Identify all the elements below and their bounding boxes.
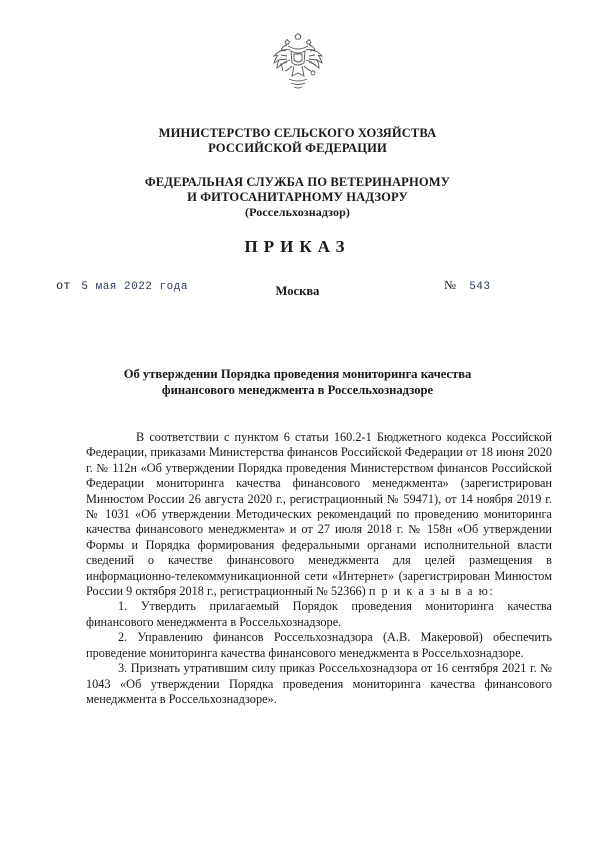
date-value: 5 мая 2022 года: [81, 281, 188, 293]
service-short-name: (Россельхознадзор): [245, 205, 350, 219]
preamble-paragraph: [86, 430, 552, 599]
order-body: [86, 430, 552, 707]
ministry-line-1: МИНИСТЕРСТВО СЕЛЬСКОГО ХОЗЯЙСТВА: [158, 126, 437, 140]
order-number: [444, 278, 491, 293]
ministry-header: [0, 126, 595, 156]
double-headed-eagle-icon: [271, 33, 325, 95]
order-item-2: 2. Управлению финансов Россельхознадзора (А.В. Макеровой) обеспечить проведение мониторинга качества финансового менеджмента в Россельхознадзоре.: [86, 630, 552, 660]
order-city: Москва: [275, 284, 320, 298]
service-header: [0, 175, 595, 220]
order-item-1: 1. Утвердить прилагаемый Порядок проведения мониторинга качества финансового менеджмента в Россельхознадзоре.: [86, 599, 552, 629]
service-line-2: И ФИТОСАНИТАРНОМУ НАДЗОРУ: [187, 190, 408, 204]
number-sign: №: [444, 278, 457, 292]
ministry-line-2: РОССИЙСКОЙ ФЕДЕРАЦИИ: [208, 141, 387, 155]
order-item-3: 3. Признать утратившим силу приказ Россельхознадзора от 16 сентября 2021 г. № 1043 «Об утверждении Порядка проведения мониторинга качества финансового менеджмента в Россельхознадзоре».: [86, 661, 552, 706]
number-value: 543: [469, 281, 491, 293]
date-prefix: от: [56, 279, 71, 293]
order-word: п р и к а з ы в а ю:: [368, 584, 495, 599]
order-subject: [0, 366, 595, 398]
preamble-text: В соответствии с пунктом 6 статьи 160.2-1 Бюджетного кодекса Российской Федерации, приказами Министерства финансов Российской Федерации от 18 июня 2020 г. № 112н «Об утверждении Порядка проведения Министерством финансов Российской Федерации мониторинга качества финансового менеджмента» (зарегистрирован Минюстом России 26 августа 2020 г., регистрационный № 59471), от 14 ноября 2019 г. № 1031 «Об утверждении Методических рекомендаций по проведению мониторинга качества финансового менеджмента» и от 27 июля 2018 г. № 158н «Об утверждении Формы и Порядка формирования федеральными органами исполнительной власти сведений о качестве финансового менеджмента для целей размещения в информационно-телекоммуникационной сети «Интернет» (зарегистрирован Минюстом России 9 октября 2018 г., регистрационный № 52366): [86, 430, 552, 599]
document-type-title: ПРИКАЗ: [244, 237, 351, 256]
coat-of-arms-emblem: [271, 33, 325, 95]
service-line-1: ФЕДЕРАЛЬНАЯ СЛУЖБА ПО ВЕТЕРИНАРНОМУ: [144, 175, 451, 189]
subject-line-1: Об утверждении Порядка проведения мониторинга качества: [123, 367, 472, 381]
subject-line-2: финансового менеджмента в Россельхознадзоре: [161, 383, 434, 397]
